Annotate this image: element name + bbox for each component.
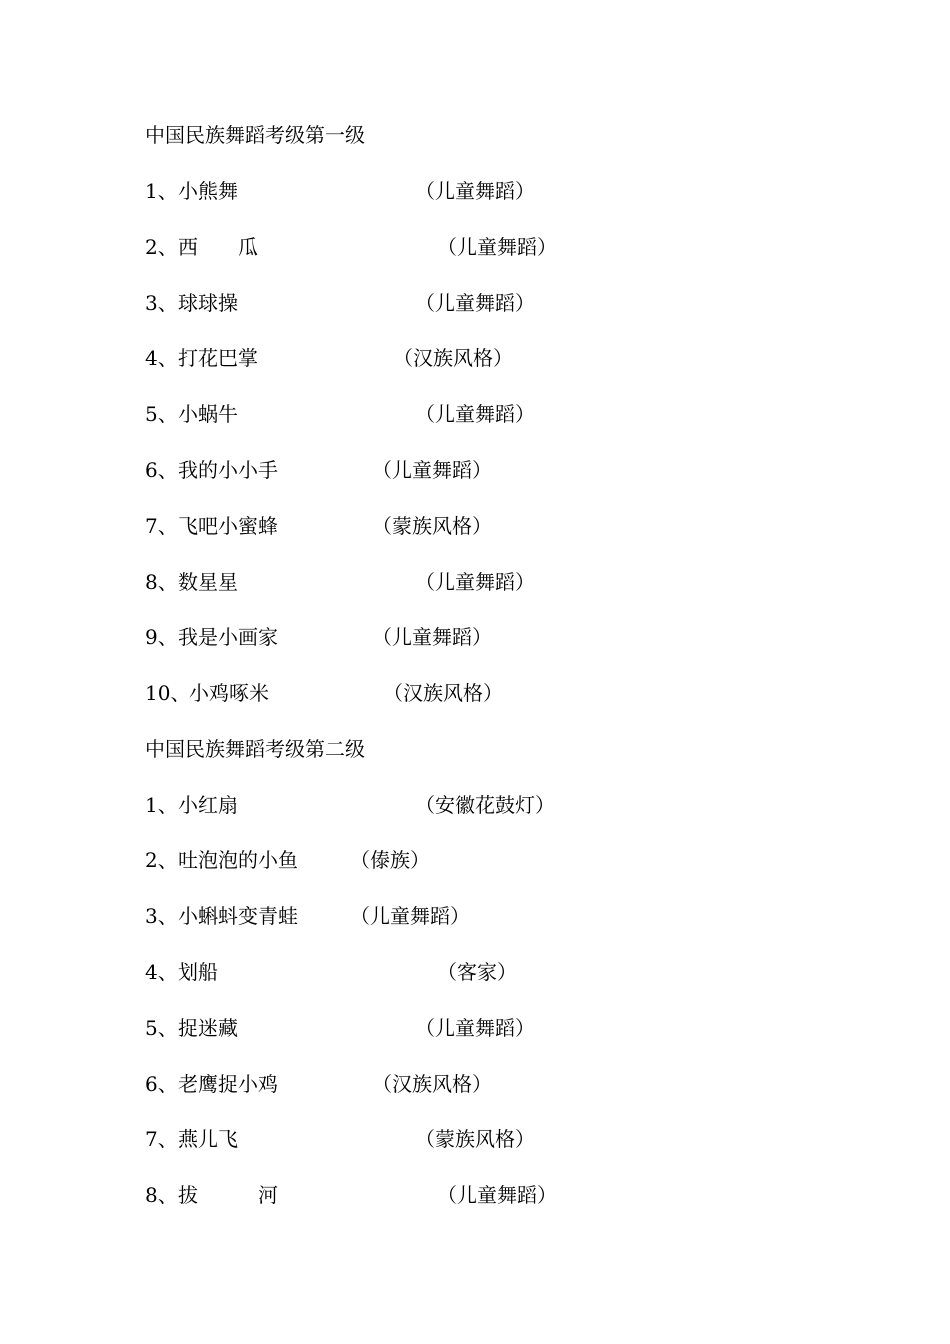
item-number: 2、: [145, 235, 178, 259]
item-number: 4、: [145, 960, 178, 984]
dance-style: （蒙族风格）: [415, 1127, 535, 1151]
item-number: 3、: [145, 904, 178, 928]
item-number: 3、: [145, 291, 178, 315]
dance-style: （蒙族风格）: [372, 514, 492, 538]
dance-style: （客家）: [437, 960, 517, 984]
item-number: 2、: [145, 848, 178, 872]
dance-name: 数星星: [178, 570, 238, 594]
item-number: 7、: [145, 1127, 178, 1151]
section-title: 中国民族舞蹈考级第一级: [145, 123, 365, 147]
item-number: 1、: [145, 793, 178, 817]
dance-name: 打花巴掌: [178, 346, 258, 370]
dance-name: 球球操: [178, 291, 238, 315]
dance-style: （儿童舞蹈）: [372, 625, 492, 649]
item-number: 9、: [145, 625, 178, 649]
dance-name: 小蜗牛: [178, 402, 238, 426]
section-title: 中国民族舞蹈考级第二级: [145, 737, 365, 761]
dance-style: （儿童舞蹈）: [437, 235, 557, 259]
dance-style: （汉族风格）: [393, 346, 513, 370]
dance-style: （傣族）: [350, 848, 430, 872]
dance-style: （儿童舞蹈）: [415, 179, 535, 203]
dance-name: 燕儿飞: [178, 1127, 238, 1151]
item-number: 5、: [145, 1016, 178, 1040]
dance-name: 西 瓜: [178, 235, 258, 259]
item-number: 1、: [145, 179, 178, 203]
dance-style: （儿童舞蹈）: [372, 458, 492, 482]
item-number: 6、: [145, 1072, 178, 1096]
dance-name: 吐泡泡的小鱼: [178, 848, 298, 872]
dance-style: （汉族风格）: [383, 681, 503, 705]
dance-style: （儿童舞蹈）: [415, 570, 535, 594]
dance-name: 划船: [178, 960, 218, 984]
dance-name: 我的小小手: [178, 458, 278, 482]
dance-name: 拔 河: [178, 1183, 278, 1207]
dance-style: （儿童舞蹈）: [415, 402, 535, 426]
item-number: 8、: [145, 570, 178, 594]
dance-style: （儿童舞蹈）: [437, 1183, 557, 1207]
item-number: 8、: [145, 1183, 178, 1207]
dance-name: 小熊舞: [178, 179, 238, 203]
item-number: 5、: [145, 402, 178, 426]
dance-name: 小红扇: [178, 793, 238, 817]
item-number: 7、: [145, 514, 178, 538]
dance-style: （汉族风格）: [372, 1072, 492, 1096]
dance-style: （儿童舞蹈）: [415, 291, 535, 315]
dance-name: 小蝌蚪变青蛙: [178, 904, 298, 928]
dance-name: 小鸡啄米: [189, 681, 269, 705]
item-number: 10、: [145, 681, 191, 705]
dance-name: 捉迷藏: [178, 1016, 238, 1040]
dance-style: （安徽花鼓灯）: [415, 793, 555, 817]
item-number: 4、: [145, 346, 178, 370]
dance-name: 飞吧小蜜蜂: [178, 514, 278, 538]
dance-name: 老鹰捉小鸡: [178, 1072, 278, 1096]
dance-style: （儿童舞蹈）: [350, 904, 470, 928]
dance-style: （儿童舞蹈）: [415, 1016, 535, 1040]
item-number: 6、: [145, 458, 178, 482]
dance-name: 我是小画家: [178, 625, 278, 649]
